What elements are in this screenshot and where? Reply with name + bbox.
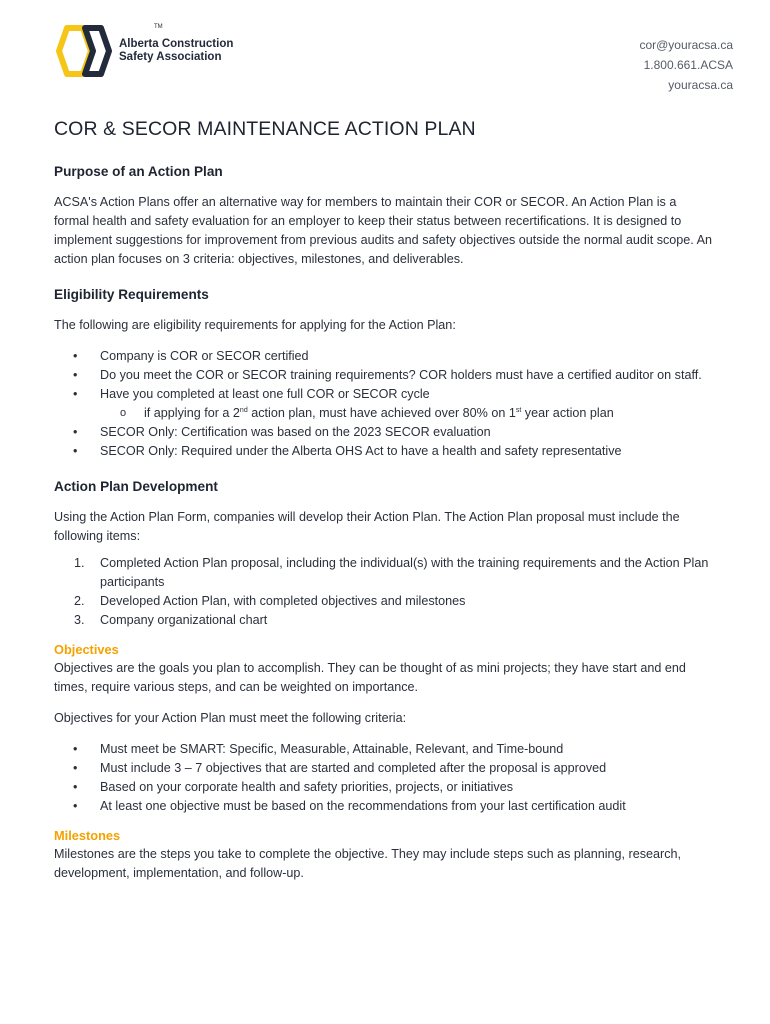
list-item: 3. Company organizational chart (74, 613, 268, 627)
list-item: • Must include 3 – 7 objectives that are started and completed after the proposal is approved (54, 759, 714, 778)
logo-line-2: Safety Association (119, 51, 222, 63)
bullet-icon: • (73, 742, 78, 756)
list-item: • Have you completed at least one full COR or SECOR cycle (54, 385, 714, 404)
circle-bullet-icon: o (120, 407, 127, 419)
acsa-logo (53, 24, 233, 78)
bullet-icon: • (73, 387, 78, 401)
milestones-heading: Milestones (54, 828, 121, 843)
trademark-mark: TM (154, 24, 163, 30)
bullet-icon: • (73, 349, 78, 363)
contact-block (639, 35, 733, 95)
hexagon-logo-icon (53, 24, 115, 78)
eligibility-intro: The following are eligibility requirements for applying for the Action Plan: (54, 318, 456, 332)
contact-email[interactable]: cor@youracsa.ca (639, 38, 733, 52)
eligibility-list (54, 347, 714, 461)
bullet-icon: • (73, 780, 78, 794)
bullet-icon: • (73, 799, 78, 813)
purpose-heading: Purpose of an Action Plan (54, 164, 223, 179)
development-heading: Action Plan Development (54, 479, 218, 494)
page-title: COR & SECOR MAINTENANCE ACTION PLAN (54, 118, 476, 140)
milestones-paragraph: Milestones are the steps you take to complete the objective. They may include steps such as planning, research, development, implementation, and follow-up. (54, 847, 682, 880)
objectives-criteria-list (54, 740, 714, 816)
logo-line-1: Alberta Construction (119, 38, 234, 50)
logo-wordmark (119, 38, 233, 64)
contact-website[interactable]: youracsa.ca (668, 78, 733, 92)
objectives-criteria-intro: Objectives for your Action Plan must meet the following criteria: (54, 711, 407, 725)
list-item: • At least one objective must be based on the recommendations from your last certification audit (54, 797, 714, 816)
list-item: 2. Developed Action Plan, with completed objectives and milestones (74, 594, 466, 608)
list-item: • Must meet be SMART: Specific, Measurable, Attainable, Relevant, and Time-bound (54, 740, 714, 759)
contact-phone[interactable]: 1.800.661.ACSA (643, 58, 733, 72)
development-list (54, 554, 714, 630)
list-item: • SECOR Only: Required under the Alberta OHS Act to have a health and safety representative (54, 442, 714, 461)
list-item: • Company is COR or SECOR certified (54, 347, 714, 366)
objectives-paragraph: Objectives are the goals you plan to accomplish. They can be thought of as mini projects; they have start and end times, require various steps, and can be weighted on importance. (54, 661, 686, 694)
purpose-paragraph: ACSA's Action Plans offer an alternative way for members to maintain their COR or SECOR. An Action Plan is a formal health and safety evaluation for an employer to keep their status between recertifications. It is designed to implement suggestions for improvement from previous audits and safety objectives outside the normal audit scope. An action plan focuses on 3 criteria: objectives, milestones, and deliverables. (54, 195, 713, 266)
list-item: • Based on your corporate health and safety priorities, projects, or initiatives (54, 778, 714, 797)
list-item: • Do you meet the COR or SECOR training requirements? COR holders must have a certified auditor on staff. (54, 366, 714, 385)
bullet-icon: • (73, 368, 78, 382)
bullet-icon: • (73, 761, 78, 775)
bullet-icon: • (73, 444, 78, 458)
objectives-heading: Objectives (54, 642, 119, 657)
bullet-icon: • (73, 425, 78, 439)
list-item: • SECOR Only: Certification was based on the 2023 SECOR evaluation (54, 423, 714, 442)
list-item: 1. Completed Action Plan proposal, including the individual(s) with the training requirements and the Action Plan participants (74, 556, 709, 589)
sub-list-item: o if applying for a 2nd action plan, must have achieved over 80% on 1st year action plan (54, 404, 714, 423)
eligibility-heading: Eligibility Requirements (54, 287, 209, 302)
development-intro: Using the Action Plan Form, companies will develop their Action Plan. The Action Plan proposal must include the following items: (54, 510, 680, 543)
document-body (54, 162, 714, 883)
